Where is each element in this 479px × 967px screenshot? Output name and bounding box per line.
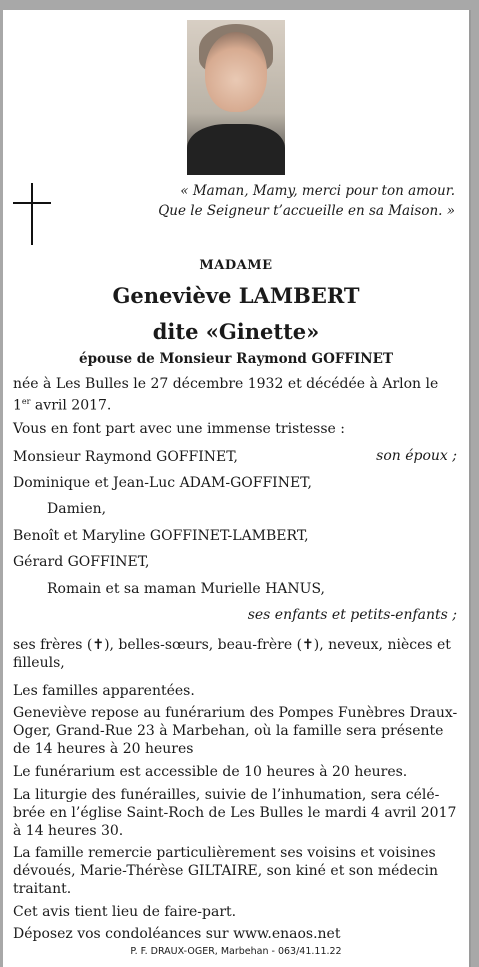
siblings-line: ses frères (✝), belles-sœurs, beau-frère (✝), neveux, nièces et filleuls, [13,637,451,671]
quote-line-2: Que le Seigneur t’accueille en sa Maison. » [158,203,455,219]
family-line: Gérard GOFFINET, [13,554,150,570]
funerarium-paragraph: Geneviève repose au funérarium des Pompes Funèbres Draux-Oger, Grand-Rue 23 à Marbehan, où la famille sera présente de 14 heures à 20 heures [13,705,458,757]
title: MADAME [199,258,273,273]
condolences-paragraph: Déposez vos condoléances sur www.enaos.net [13,926,341,942]
hours-paragraph: Le funérarium est accessible de 10 heures à 20 heures. [13,764,408,780]
family-line: Benoît et Maryline GOFFINET-LAMBERT, [13,528,309,544]
spouse-line: épouse de Monsieur Raymond GOFFINET [79,351,393,367]
obituary-card [3,10,471,967]
husband-role: son époux ; [376,448,457,464]
family-husband: Monsieur Raymond GOFFINET, [13,449,238,465]
birth-death-line: née à Les Bulles le 27 décembre 1932 et décédée à Arlon le 1er avril 2017. [13,376,439,414]
family-line: Damien, [47,501,107,517]
deceased-alias: dite «Ginette» [152,319,320,344]
deceased-name: Geneviève LAMBERT [112,283,360,308]
intro-line: Vous en font part avec une immense tristesse : [13,421,346,437]
liturgy-paragraph: La liturgie des funérailles, suivie de l’inhumation, sera célé-brée en l’église Saint-Roch de Les Bulles le mardi 4 avril 2017 à 14 heures 30. [13,787,457,839]
quote-line-1: « Maman, Mamy, merci pour ton amour. [180,183,455,199]
family-line: Dominique et Jean-Luc ADAM-GOFFINET, [13,475,312,491]
family-line: Romain et sa maman Murielle HANUS, [47,581,325,597]
footer: P. F. DRAUX-OGER, Marbehan - 063/41.11.22 [130,946,342,957]
thanks-paragraph: La famille remercie particulièrement ses voisins et voisines dévoués, Marie-Thérèse GILTAIRE, son kiné et son médecin traitant. [13,845,438,897]
related-families: Les familles apparentées. [13,683,195,699]
children-role: ses enfants et petits-enfants ; [247,607,457,623]
quote [158,181,455,221]
notice-paragraph: Cet avis tient lieu de faire-part. [13,904,237,920]
portrait-photo [187,20,285,175]
